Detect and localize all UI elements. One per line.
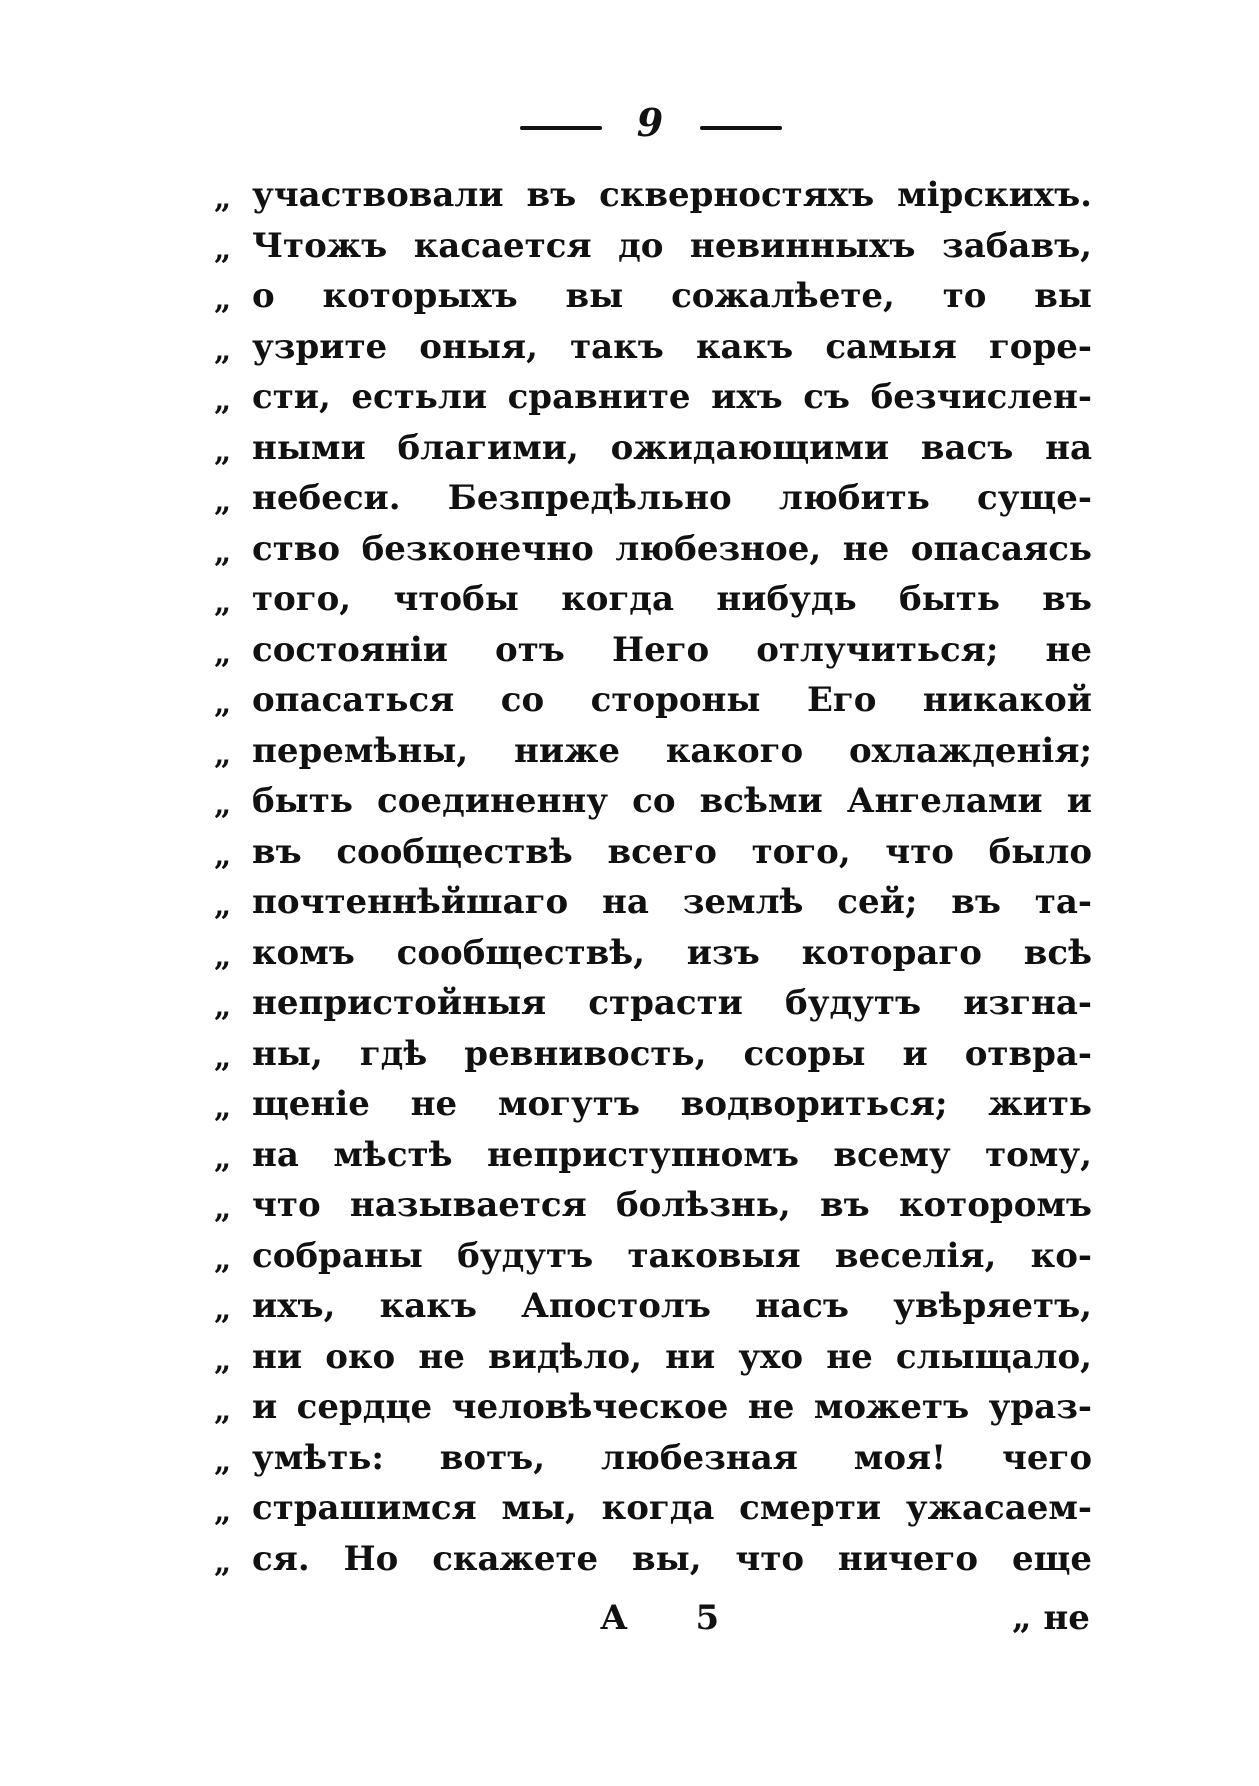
line-text: ихъ, какъ Апостолъ насъ увѣряетъ, <box>252 1286 1092 1326</box>
line-text: ными благими, ожидающими васъ на <box>252 427 1092 468</box>
quote-mark: „ <box>214 686 232 721</box>
quote-mark: „ <box>214 938 232 974</box>
line-text: комъ сообществѣ, изъ котораго всѣ <box>252 932 1092 973</box>
line-text: сти, естьли сравните ихъ съ безчислен- <box>252 377 1092 417</box>
text-line <box>214 1281 1092 1332</box>
line-text: страшимся мы, когда смерти ужасаем- <box>252 1488 1092 1528</box>
text-line <box>214 574 1092 625</box>
line-text: ны, гдѣ ревнивость, ссоры и отвра- <box>252 1033 1092 1074</box>
text-line <box>214 1483 1092 1534</box>
quote-mark: „ <box>214 1494 232 1529</box>
line-text: о которыхъ вы сожалѣете, то вы <box>252 276 1092 316</box>
quote-mark: „ <box>214 585 232 620</box>
text-line <box>214 1029 1092 1080</box>
line-text: ни око не видѣло, ни ухо не слыщало, <box>252 1336 1092 1377</box>
quote-mark: „ <box>214 635 232 671</box>
header-rule-left <box>520 126 602 130</box>
line-text: почтеннѣйшаго на землѣ сей; въ та- <box>252 882 1092 922</box>
text-line <box>214 827 1092 878</box>
quote-mark: „ <box>214 1090 232 1125</box>
line-text: состояніи отъ Него отлучиться; не <box>252 629 1092 670</box>
quote-mark: „ <box>214 231 232 267</box>
line-text: на мѣстѣ неприступномъ всему тому, <box>252 1134 1092 1175</box>
text-line <box>214 978 1092 1029</box>
line-text: того, чтобы когда нибудь быть въ <box>252 579 1092 619</box>
line-text: и сердце человѣческое не можетъ ураз- <box>252 1387 1092 1427</box>
line-text: опасаться со стороны Его никакой <box>252 680 1092 720</box>
quote-mark: „ <box>214 484 232 519</box>
quote-mark: „ <box>214 383 232 418</box>
text-line <box>214 928 1092 979</box>
line-text: участвовали въ скверностяхъ мірскихъ. <box>252 175 1092 215</box>
line-text: въ сообществѣ всего того, что было <box>252 831 1092 872</box>
quote-mark: „ <box>214 1191 232 1226</box>
quote-mark: „ <box>214 1241 232 1277</box>
text-line <box>214 1079 1092 1130</box>
quote-mark: „ <box>214 433 232 469</box>
page-header <box>0 100 1259 150</box>
text-line <box>214 423 1092 474</box>
quote-mark: „ <box>214 1140 232 1176</box>
signature-mark: А 5 <box>600 1598 748 1638</box>
text-line <box>214 221 1092 272</box>
text-line <box>214 1130 1092 1181</box>
page-number: 9 <box>636 100 664 145</box>
quote-mark: „ <box>214 736 232 772</box>
text-line <box>214 1180 1092 1231</box>
line-text: непристойныя страсти будутъ изгна- <box>252 983 1092 1023</box>
body-text <box>214 170 1092 1584</box>
line-text: ся. Но скажете вы, что ничего еще <box>252 1538 1092 1579</box>
quote-mark: „ <box>214 1039 232 1075</box>
line-text: что называется болѣзнь, въ которомъ <box>252 1185 1092 1225</box>
text-line <box>214 726 1092 777</box>
line-text: собраны будутъ таковыя веселія, ко- <box>252 1235 1092 1276</box>
catchword: „ не <box>1012 1598 1090 1638</box>
quote-mark: „ <box>214 282 232 317</box>
text-line <box>214 1231 1092 1282</box>
line-text: перемѣны, ниже какого охлажденія; <box>252 730 1092 771</box>
line-text: небеси. Безпредѣльно любить суще- <box>252 478 1092 518</box>
quote-mark: „ <box>214 989 232 1024</box>
text-line <box>214 776 1092 827</box>
text-line <box>214 675 1092 726</box>
line-text: быть соединенну со всѣми Ангелами и <box>252 781 1092 821</box>
quote-mark: „ <box>214 1342 232 1378</box>
text-line <box>214 372 1092 423</box>
quote-mark: „ <box>214 534 232 570</box>
quote-mark: „ <box>214 1292 232 1327</box>
header-rule-right <box>700 126 782 130</box>
text-line <box>214 1382 1092 1433</box>
text-line <box>214 625 1092 676</box>
text-line <box>214 1534 1092 1585</box>
line-text: Чтожъ касается до невинныхъ забавъ, <box>252 225 1092 266</box>
line-text: ство безконечно любезное, не опасаясь <box>252 528 1092 569</box>
line-text: щеніе не могутъ водвориться; жить <box>252 1084 1092 1124</box>
text-line <box>214 271 1092 322</box>
quote-mark: „ <box>214 1393 232 1428</box>
page-footer <box>0 1598 1259 1648</box>
text-line <box>214 322 1092 373</box>
text-line <box>214 877 1092 928</box>
quote-mark: „ <box>214 1544 232 1580</box>
text-line <box>214 473 1092 524</box>
quote-mark: „ <box>214 332 232 368</box>
quote-mark: „ <box>214 1443 232 1479</box>
quote-mark: „ <box>214 181 232 216</box>
text-line <box>214 524 1092 575</box>
quote-mark: „ <box>214 787 232 822</box>
text-line <box>214 1433 1092 1484</box>
quote-mark: „ <box>214 837 232 873</box>
line-text: узрите оныя, такъ какъ самыя горе- <box>252 326 1092 367</box>
quote-mark: „ <box>214 888 232 923</box>
line-text: умѣть: вотъ, любезная моя! чего <box>252 1437 1092 1478</box>
text-line <box>214 1332 1092 1383</box>
text-line <box>214 170 1092 221</box>
